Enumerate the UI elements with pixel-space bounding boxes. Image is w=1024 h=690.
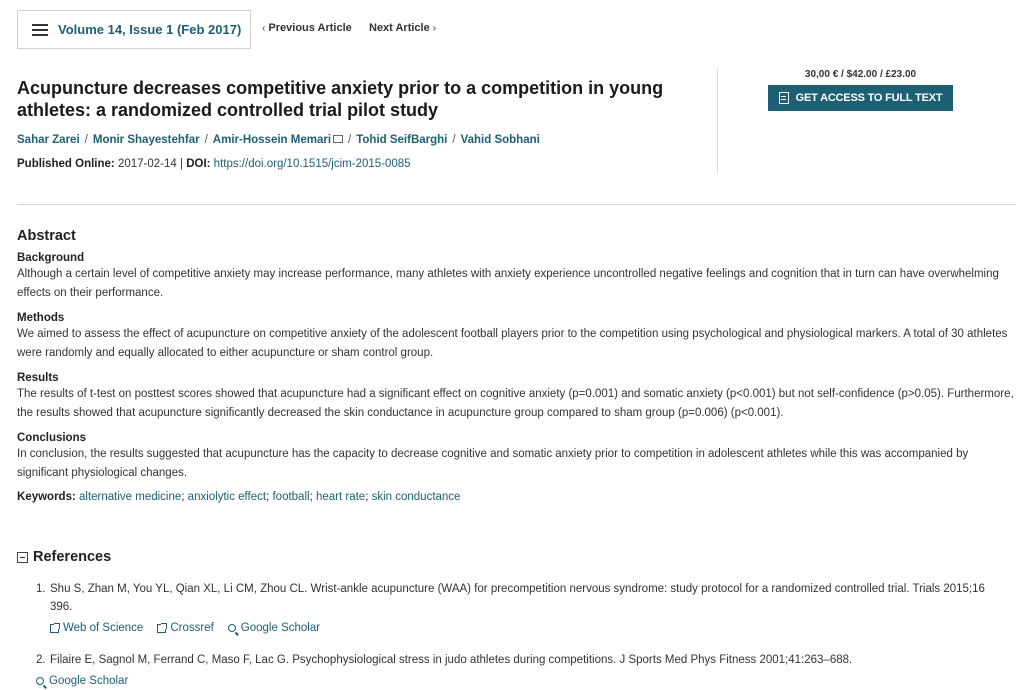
section-title: Methods	[17, 312, 65, 324]
reference-number: 1.	[36, 583, 46, 595]
collapse-icon	[17, 552, 28, 563]
section-text: Although a certain level of competitive anxiety may increase performance, many athletes with anxiety experience uncontrolled negative feelings and cognition that in turn can have overwhelming effects on their performance.	[17, 268, 999, 299]
author-link[interactable]: Monir Shayestehfar	[92, 134, 200, 146]
published-date: 2017-02-14	[117, 158, 177, 170]
search-icon	[36, 677, 44, 685]
chevron-left-icon: ‹	[262, 23, 266, 34]
issue-label: Volume 14, Issue 1 (Feb 2017)	[58, 22, 242, 37]
published-label: Published Online:	[17, 158, 115, 170]
crossref-link[interactable]: Crossref	[157, 619, 213, 637]
section-title: Results	[17, 372, 59, 384]
vertical-divider	[717, 68, 718, 174]
abstract-section-conclusions	[17, 431, 1017, 483]
section-text: In conclusion, the results suggested that acupuncture has the capacity to decrease cognitive and somatic anxiety prior to competition in adolescent athletes while this was accompanied by significant physiological changes.	[17, 448, 969, 479]
keyword-link[interactable]: heart rate	[315, 491, 366, 503]
author-link[interactable]: Amir-Hossein Memari	[212, 134, 332, 146]
web-of-science-link[interactable]: Web of Science	[50, 619, 143, 637]
keyword-link[interactable]: anxiolytic effect	[187, 491, 267, 503]
keywords: Keywords: alternative medicine; anxiolytic effect; football; heart rate; skin conductance	[17, 491, 461, 503]
section-text: We aimed to assess the effect of acupuncture on competitive anxiety of the adolescent football players prior to the competition using psychological and physiological markers. A total of 30 athletes were randomly and equally allocated to either acupuncture or sham control group.	[17, 328, 1008, 359]
references-toggle[interactable]	[17, 549, 111, 565]
references-heading: References	[33, 549, 112, 565]
horizontal-divider	[17, 204, 1016, 205]
keyword-link[interactable]: skin conductance	[371, 491, 461, 503]
author-link[interactable]: Sahar Zarei	[17, 134, 80, 146]
previous-article-link[interactable]	[262, 22, 352, 34]
list-icon	[32, 24, 48, 36]
section-title: Background	[17, 252, 85, 264]
reference-item	[36, 651, 1006, 690]
publication-info: Published Online: 2017-02-14 | DOI: https://doi.org/10.1515/jcim-2015-0085	[17, 158, 411, 170]
abstract-section-results	[17, 371, 1017, 423]
section-title: Conclusions	[17, 432, 87, 444]
author-link[interactable]: Vahid Sobhani	[460, 134, 540, 146]
external-link-icon	[157, 624, 166, 633]
keyword-link[interactable]: football	[272, 491, 310, 503]
reference-text: Shu S, Zhan M, You YL, Qian XL, Li CM, Zhou CL. Wrist-ankle acupuncture (WAA) for precompetition nervous syndrome: study protocol for a randomized controlled trial. Trials 2015;16 396.	[50, 583, 985, 613]
google-scholar-link[interactable]: Google Scholar	[228, 619, 320, 637]
author-link[interactable]: Tohid SeifBarghi	[356, 134, 448, 146]
abstract-section-methods	[17, 311, 1017, 363]
abstract	[17, 228, 1017, 503]
price-text: 30,00 € / $42.00 / £23.00	[804, 69, 917, 80]
keywords-label: Keywords:	[17, 491, 76, 503]
reference-text: Filaire E, Sagnol M, Ferrand C, Maso F, Lac G. Psychophysiological stress in judo athletes during competitions. J Sports Med Phys Fitness 2001;41:263–688.	[50, 654, 853, 666]
issue-selector[interactable]	[17, 10, 251, 49]
reference-item	[36, 580, 1006, 637]
doi-label: DOI:	[186, 158, 211, 170]
get-access-label: GET ACCESS TO FULL TEXT	[795, 92, 943, 104]
chevron-right-icon: ›	[432, 23, 437, 34]
mail-icon[interactable]	[333, 135, 343, 143]
abstract-heading: Abstract	[17, 228, 76, 244]
reference-links	[50, 619, 1006, 637]
pdf-icon	[779, 92, 789, 104]
reference-links	[36, 672, 1006, 690]
author-list: Sahar Zarei / Monir Shayestehfar / Amir-Hossein Memari / Tohid SeifBarghi / Vahid Sobhani	[17, 134, 540, 146]
next-article-label: Next Article	[369, 22, 430, 34]
search-icon	[228, 624, 236, 632]
next-article-link[interactable]	[369, 22, 436, 34]
keyword-link[interactable]: alternative medicine	[79, 491, 182, 503]
external-link-icon	[50, 624, 59, 633]
google-scholar-link[interactable]: Google Scholar	[36, 672, 128, 690]
abstract-section-background	[17, 251, 1017, 303]
section-text: The results of t-test on posttest scores showed that acupuncture had a significant effect on cognitive anxiety (p=0.001) and somatic anxiety (p<0.001) but not self-confidence (p>0.05). Furthermore, the results showed that acupuncture significantly decreased the skin conductance in acupuncture group compared to sham group (p=0.006) (p<0.001).	[17, 388, 1014, 419]
previous-article-label: Previous Article	[268, 22, 352, 34]
article-title: Acupuncture decreases competitive anxiety prior to a competition in young athletes: a randomized controlled trial pilot study	[17, 78, 664, 120]
doi-link[interactable]: https://doi.org/10.1515/jcim-2015-0085	[213, 158, 411, 170]
get-access-button[interactable]	[768, 85, 953, 111]
reference-number: 2.	[36, 654, 46, 666]
